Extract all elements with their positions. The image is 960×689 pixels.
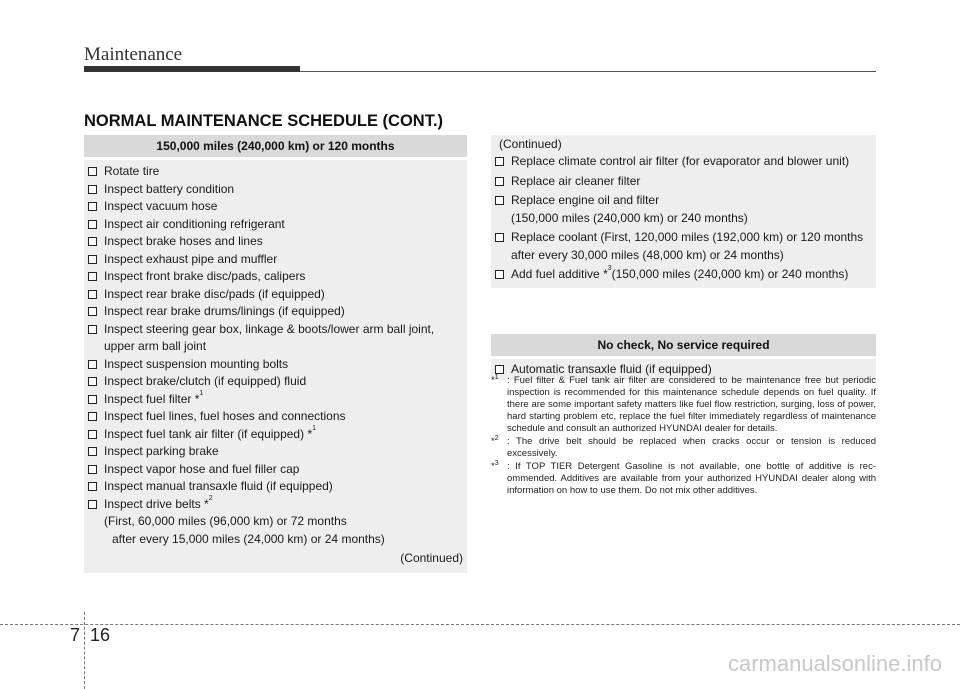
continued-note: (Continued): [499, 137, 562, 151]
section-title: NORMAL MAINTENANCE SCHEDULE (CONT.): [84, 112, 444, 130]
checkbox-icon: [88, 430, 97, 439]
footnote-ref: 1: [312, 424, 317, 432]
checkbox-icon: [88, 412, 97, 421]
footnotes: [491, 375, 876, 498]
list-item: Inspect vapor hose and fuel filler cap: [88, 461, 463, 479]
list-item: Inspect brake hoses and lines: [88, 233, 463, 251]
list-item: Inspect drive belts *$^2$ (First, 60,000 miles (96,000 km) or 72 months after every 15,000 miles (24,000 km) or 24 months): [88, 496, 463, 549]
running-head: Maintenance: [84, 44, 183, 65]
checkbox-icon: [88, 237, 97, 246]
checkbox-icon: [495, 233, 504, 242]
right-item-list: [491, 135, 876, 288]
list-item: Rotate tire: [88, 163, 463, 181]
list-item: Inspect battery condition: [88, 181, 463, 199]
checkbox-icon: [88, 290, 97, 299]
list-item: Inspect fuel tank air filter (if equipped) *$^1$: [88, 426, 463, 444]
list-item: Replace air cleaner filter: [495, 173, 872, 191]
checkbox-icon: [88, 202, 97, 211]
checkbox-icon: [88, 307, 97, 316]
footnote-ref: 2: [208, 494, 213, 502]
left-item-list: [84, 160, 467, 573]
footer-divider: [84, 612, 85, 689]
checkbox-icon: [88, 482, 97, 491]
footnote-ref: 3: [607, 265, 612, 272]
list-item: Inspect suspension mounting bolts: [88, 356, 463, 374]
list-item: Inspect air conditioning refrigerant: [88, 216, 463, 234]
checkbox-icon: [495, 157, 504, 166]
page-number: 16: [90, 625, 111, 645]
footnote-ref: 1: [199, 389, 204, 397]
list-item: Inspect rear brake disc/pads (if equipped): [88, 286, 463, 304]
footnote: *$^1$ : Fuel filter & Fuel tank air filter are considered to be maintenance free but periodic inspection is recommended for this maintenance schedule depends on fuel quality. If there are some important safety matters like fuel flow restriction, surging, loss of power, hard starting problem etc, replace the fuel filter immediately regardless of maintenance schedule and consult an authorized HYUNDAI dealer for details.: [491, 374, 876, 434]
continued-note: (Continued): [400, 551, 463, 565]
checkbox-icon: [88, 185, 97, 194]
list-item: Add fuel additive *$^3$(150,000 miles (240,000 km) or 240 months): [495, 266, 872, 284]
list-item: Replace coolant (First, 120,000 miles (192,000 km) or 120 months after every 30,000 miles (48,000 km) or 24 months): [495, 229, 872, 264]
header-bar: [84, 66, 300, 72]
right-schedule-block: [491, 135, 876, 380]
checkbox-icon: [495, 196, 504, 205]
checkbox-icon: [88, 500, 97, 509]
list-item: Inspect steering gear box, linkage & boots/lower arm ball joint, upper arm ball joint: [88, 321, 463, 356]
checkbox-icon: [88, 360, 97, 369]
list-item: Replace climate control air filter (for evaporator and blower unit): [495, 153, 872, 171]
interval-header: 150,000 miles (240,000 km) or 120 months: [84, 135, 467, 157]
list-item: Replace engine oil and filter (150,000 miles (240,000 km) or 240 months): [495, 192, 872, 227]
checkbox-icon: [88, 395, 97, 404]
list-item: Automatic transaxle fluid (if equipped): [495, 361, 872, 379]
checkbox-icon: [495, 177, 504, 186]
list-item: Inspect manual transaxle fluid (if equipped): [88, 478, 463, 496]
list-item: Inspect vacuum hose: [88, 198, 463, 216]
footer-rule: [0, 624, 960, 625]
list-item: Inspect parking brake: [88, 443, 463, 461]
checkbox-icon: [495, 270, 504, 279]
no-check-header: No check, No service required: [491, 334, 876, 356]
list-item: Inspect fuel lines, fuel hoses and connections: [88, 408, 463, 426]
checkbox-icon: [88, 325, 97, 334]
footnote: *$^2$ : The drive belt should be replaced when cracks occur or tension is reduced excessively.: [491, 435, 876, 459]
list-item: Inspect fuel filter *$^1$: [88, 391, 463, 409]
list-item: Inspect exhaust pipe and muffler: [88, 251, 463, 269]
checkbox-icon: [88, 447, 97, 456]
checkbox-icon: [495, 365, 504, 374]
checkbox-icon: [88, 465, 97, 474]
footnote: *$^3$ : If TOP TIER Detergent Gasoline is not available, one bottle of additive is rec-ommended. Additives are available from your authorized HYUNDAI dealer along with information on how to use them. Do not mix other additives.: [491, 460, 876, 496]
left-schedule-block: [84, 135, 467, 573]
list-item: Inspect brake/clutch (if equipped) fluid: [88, 373, 463, 391]
checkbox-icon: [88, 220, 97, 229]
list-item: Inspect rear brake drums/linings (if equipped): [88, 303, 463, 321]
checkbox-icon: [88, 272, 97, 281]
checkbox-icon: [88, 377, 97, 386]
chapter-number: 7: [70, 625, 81, 645]
header-rule: [300, 71, 876, 72]
checkbox-icon: [88, 255, 97, 264]
watermark: carmanualsonline.info: [727, 651, 942, 676]
checkbox-icon: [88, 167, 97, 176]
no-check-block: [491, 334, 876, 381]
list-item: Inspect front brake disc/pads, calipers: [88, 268, 463, 286]
